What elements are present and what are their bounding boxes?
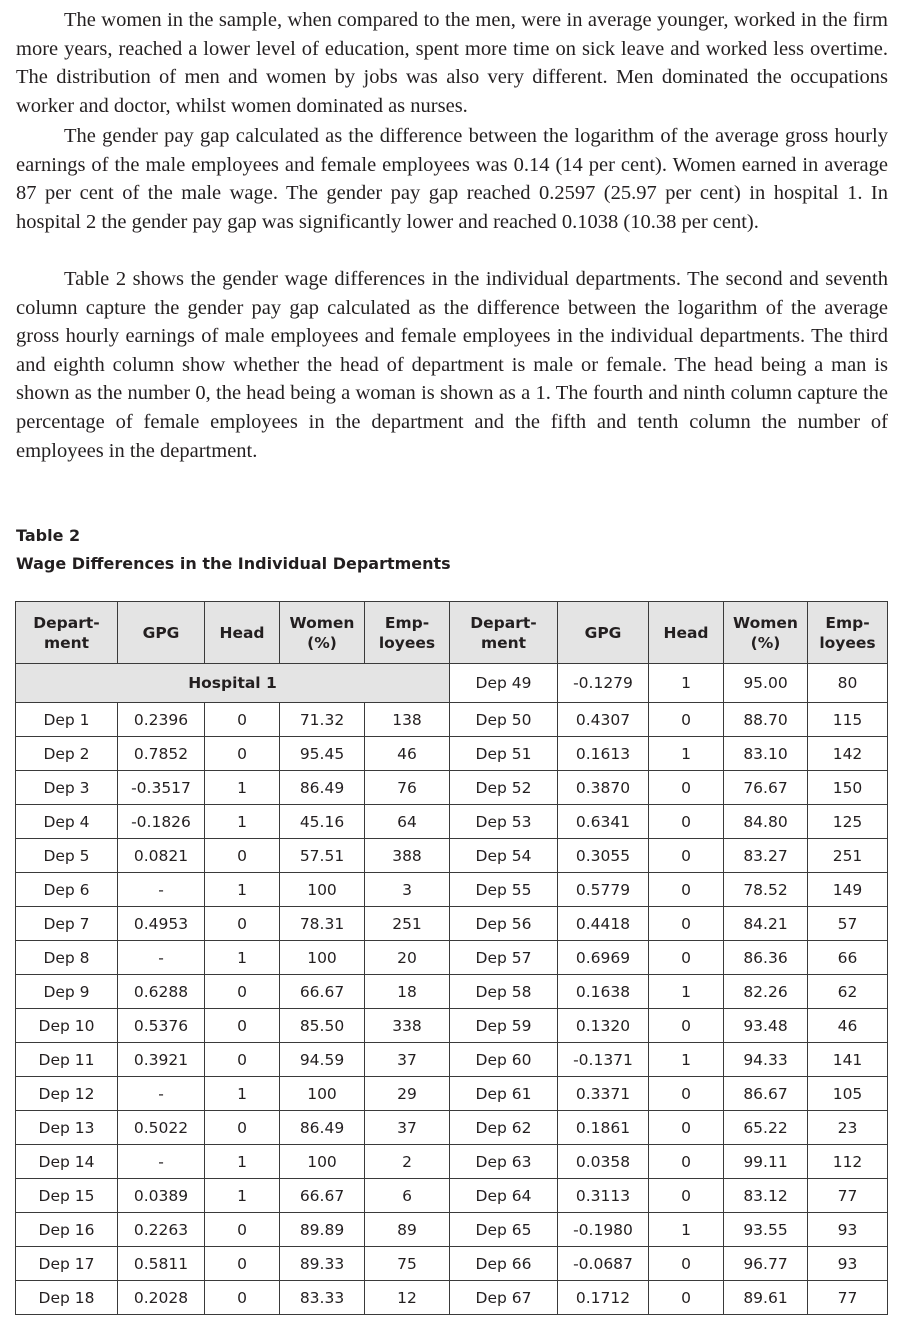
table-cell: 0.4418 (558, 907, 649, 941)
table-cell: 77 (808, 1281, 888, 1315)
table-cell: Dep 52 (450, 771, 558, 805)
table-cell: Dep 1 (16, 703, 118, 737)
table-header-row (16, 602, 888, 664)
column-header (16, 602, 118, 664)
paragraph-sample-comparison: The women in the sample, when compared to the men, were in average younger, worked in the firm more years, reached a lower level of education, spent more time on sick leave and worked less overtime. The distribution of men and women by jobs was also very different. Men dominated the occupations worker and doctor, whilst women dominated as nurses. (16, 9, 888, 117)
table-cell: 0.5779 (558, 873, 649, 907)
table-cell: 29 (365, 1077, 450, 1111)
table-cell: -0.1371 (558, 1043, 649, 1077)
table-cell: 2 (365, 1145, 450, 1179)
table-cell: 141 (808, 1043, 888, 1077)
table-cell: 45.16 (280, 805, 365, 839)
table-cell: 0.1638 (558, 975, 649, 1009)
column-header-line: Head (663, 623, 709, 642)
table-cell: Dep 16 (16, 1213, 118, 1247)
table-cell: 1 (205, 771, 280, 805)
table-cell: 0 (205, 703, 280, 737)
table-cell: 251 (808, 839, 888, 873)
table-cell: Dep 61 (450, 1077, 558, 1111)
table-cell: Dep 50 (450, 703, 558, 737)
table-cell: 1 (649, 1043, 724, 1077)
column-header-line: (%) (750, 633, 781, 652)
table-cell: 78.52 (724, 873, 808, 907)
table-cell: 46 (808, 1009, 888, 1043)
table-row (16, 839, 888, 873)
table-cell: 86.49 (280, 1111, 365, 1145)
table-cell: 1 (205, 941, 280, 975)
column-header-line: Depart- (33, 613, 100, 632)
table-cell: 0.6288 (118, 975, 205, 1009)
table-cell: 57.51 (280, 839, 365, 873)
table-cell: 0.3371 (558, 1077, 649, 1111)
table-cell: 0.1861 (558, 1111, 649, 1145)
table-row (16, 1077, 888, 1111)
table-cell: 0.0358 (558, 1145, 649, 1179)
table-cell: 84.21 (724, 907, 808, 941)
table-cell: 0 (649, 1247, 724, 1281)
table-cell: 149 (808, 873, 888, 907)
table-cell: Dep 62 (450, 1111, 558, 1145)
table-cell: 105 (808, 1077, 888, 1111)
table-cell: 125 (808, 805, 888, 839)
table-cell: 0.4953 (118, 907, 205, 941)
table-cell: 18 (365, 975, 450, 1009)
table-cell: Dep 18 (16, 1281, 118, 1315)
table-cell: 115 (808, 703, 888, 737)
table-cell: 100 (280, 1077, 365, 1111)
table-row (16, 941, 888, 975)
table-cell: 0.5811 (118, 1247, 205, 1281)
column-header-line: Emp- (384, 613, 430, 632)
table-cell: 0.1712 (558, 1281, 649, 1315)
table-cell: 0.6341 (558, 805, 649, 839)
column-header-line: ment (480, 633, 527, 652)
table-row (16, 737, 888, 771)
table-cell: 0 (205, 1213, 280, 1247)
wage-differences-table (15, 601, 888, 1315)
table-cell: 1 (205, 1145, 280, 1179)
table-row (16, 1213, 888, 1247)
table-cell: 0 (205, 1043, 280, 1077)
column-header (280, 602, 365, 664)
table-cell: 251 (365, 907, 450, 941)
table-cell: 89.61 (724, 1281, 808, 1315)
table-cell: Dep 17 (16, 1247, 118, 1281)
table-cell: 93.55 (724, 1213, 808, 1247)
table-cell: 0.2396 (118, 703, 205, 737)
table-cell: 0.7852 (118, 737, 205, 771)
table-cell: -0.1980 (558, 1213, 649, 1247)
table-cell: 0 (649, 1111, 724, 1145)
table-cell: 83.27 (724, 839, 808, 873)
table-cell: -0.0687 (558, 1247, 649, 1281)
table-cell: 85.50 (280, 1009, 365, 1043)
column-header-line: Emp- (825, 613, 870, 632)
table-cell: Dep 4 (16, 805, 118, 839)
table-cell: 0 (205, 1281, 280, 1315)
table-cell: 89.89 (280, 1213, 365, 1247)
table-cell: 62 (808, 975, 888, 1009)
table-cell: 93.48 (724, 1009, 808, 1043)
table-cell: 95.00 (724, 664, 808, 703)
table-cell: - (118, 1077, 205, 1111)
paragraph-gender-pay-gap: The gender pay gap calculated as the difference between the logarithm of the average gross hourly earnings of the male employees and female employees was 0.14 (14 per cent). Women earned in average 87 per cent of the male wage. The gender pay gap reached 0.2597 (25.97 per cent) in hospital 1. In hospital 2 the gender pay gap was significantly lower and reached 0.1038 (10.38 per cent). (16, 125, 888, 233)
table-cell: 71.32 (280, 703, 365, 737)
table-cell: 0 (205, 839, 280, 873)
table-cell: 1 (649, 664, 724, 703)
table-cell: Dep 9 (16, 975, 118, 1009)
table-cell: 89.33 (280, 1247, 365, 1281)
table-cell: 83.10 (724, 737, 808, 771)
table-cell: Dep 59 (450, 1009, 558, 1043)
table-cell: 100 (280, 1145, 365, 1179)
table-cell: 0.3113 (558, 1179, 649, 1213)
table-cell: 6 (365, 1179, 450, 1213)
table-cell: 99.11 (724, 1145, 808, 1179)
table-row (16, 1145, 888, 1179)
table-cell: 338 (365, 1009, 450, 1043)
table-cell: 0 (205, 737, 280, 771)
table-cell: 1 (205, 1077, 280, 1111)
table-cell: 0.4307 (558, 703, 649, 737)
column-header (649, 602, 724, 664)
column-header (118, 602, 205, 664)
table-cell: Dep 57 (450, 941, 558, 975)
table-cell: 89 (365, 1213, 450, 1247)
table-row (16, 873, 888, 907)
table-cell: 0.3055 (558, 839, 649, 873)
table-cell: 93 (808, 1247, 888, 1281)
table-row (16, 1043, 888, 1077)
table-cell: Dep 3 (16, 771, 118, 805)
table-cell: 0 (205, 975, 280, 1009)
table-row (16, 703, 888, 737)
table-cell: Dep 53 (450, 805, 558, 839)
table-cell: 0 (649, 805, 724, 839)
table-cell: 0.2028 (118, 1281, 205, 1315)
table-cell: 150 (808, 771, 888, 805)
table-cell: 0 (649, 1009, 724, 1043)
table-cell: 75 (365, 1247, 450, 1281)
column-header-line: loyees (819, 633, 876, 652)
table-cell: 23 (808, 1111, 888, 1145)
group-label-hospital-1: Hospital 1 (16, 664, 450, 703)
table-cell: 82.26 (724, 975, 808, 1009)
table-cell: 66.67 (280, 1179, 365, 1213)
table-cell: 142 (808, 737, 888, 771)
table-row (16, 1009, 888, 1043)
table-cell: 1 (205, 873, 280, 907)
table-cell: Dep 66 (450, 1247, 558, 1281)
table-title: Wage Differences in the Individual Departments (16, 554, 451, 573)
table-cell: 1 (205, 1179, 280, 1213)
table-row (16, 1179, 888, 1213)
table-cell: Dep 54 (450, 839, 558, 873)
table-cell: 88.70 (724, 703, 808, 737)
table-cell: 76.67 (724, 771, 808, 805)
table-cell: 0 (649, 1077, 724, 1111)
table-cell: 0.1613 (558, 737, 649, 771)
table-cell: 3 (365, 873, 450, 907)
table-number: Table 2 (16, 526, 81, 545)
table-cell: 20 (365, 941, 450, 975)
table-cell: Dep 63 (450, 1145, 558, 1179)
table-cell: 100 (280, 873, 365, 907)
table-cell: 86.67 (724, 1077, 808, 1111)
table-body (16, 664, 888, 1315)
table-cell: 76 (365, 771, 450, 805)
table-cell: 0.5022 (118, 1111, 205, 1145)
table-cell: 0 (649, 771, 724, 805)
table-cell: Dep 7 (16, 907, 118, 941)
table-cell: 0 (649, 839, 724, 873)
table-cell: 0 (649, 1281, 724, 1315)
table-cell: 66 (808, 941, 888, 975)
column-header-line: Depart- (470, 613, 537, 632)
table-cell: 64 (365, 805, 450, 839)
table-row (16, 975, 888, 1009)
table-cell: 78.31 (280, 907, 365, 941)
table-row (16, 1247, 888, 1281)
table-cell: 12 (365, 1281, 450, 1315)
table-cell: 112 (808, 1145, 888, 1179)
table-cell: 388 (365, 839, 450, 873)
column-header (450, 602, 558, 664)
table-cell: 0 (649, 1145, 724, 1179)
table-cell: -0.1826 (118, 805, 205, 839)
column-header-line: Women (733, 613, 798, 632)
column-header (365, 602, 450, 664)
table-cell: 0.0821 (118, 839, 205, 873)
table-cell: - (118, 941, 205, 975)
table-cell: 0 (649, 873, 724, 907)
column-header-line: Head (219, 623, 265, 642)
table-cell: 0 (205, 1247, 280, 1281)
table-cell: Dep 5 (16, 839, 118, 873)
table-cell: 0.3921 (118, 1043, 205, 1077)
table-cell: 100 (280, 941, 365, 975)
table-cell: 94.33 (724, 1043, 808, 1077)
table-cell: 0.3870 (558, 771, 649, 805)
table-cell: 1 (649, 975, 724, 1009)
table-cell: 77 (808, 1179, 888, 1213)
table-cell: 0.1320 (558, 1009, 649, 1043)
table-cell: Dep 55 (450, 873, 558, 907)
table-cell: Dep 8 (16, 941, 118, 975)
table-cell: 0 (649, 941, 724, 975)
column-header (205, 602, 280, 664)
table-cell: Dep 15 (16, 1179, 118, 1213)
table-cell: 96.77 (724, 1247, 808, 1281)
table-cell: - (118, 873, 205, 907)
column-header (558, 602, 649, 664)
table-cell: Dep 56 (450, 907, 558, 941)
paragraph-table-description: Table 2 shows the gender wage differences in the individual departments. The second and seventh column capture the gender pay gap calculated as the difference between the logarithm of the average gross hourly earnings of male employees and female employees in the individual departments. The third and eighth column show whether the head of department is male or female. The head being a man is shown as the number 0, the head being a woman is shown as a 1. The fourth and ninth column capture the percentage of female employees in the department and the fifth and tenth column the number of employees in the department. (16, 268, 888, 462)
table-cell: Dep 13 (16, 1111, 118, 1145)
table-cell: Dep 14 (16, 1145, 118, 1179)
column-header-line: Women (289, 613, 355, 632)
table-row (16, 1111, 888, 1145)
table-cell: -0.1279 (558, 664, 649, 703)
table-cell: 95.45 (280, 737, 365, 771)
table-cell: 46 (365, 737, 450, 771)
column-header (724, 602, 808, 664)
table-cell: 94.59 (280, 1043, 365, 1077)
table-cell: 0.5376 (118, 1009, 205, 1043)
table-cell: 65.22 (724, 1111, 808, 1145)
column-header-line: GPG (584, 623, 622, 642)
table-cell: Dep 67 (450, 1281, 558, 1315)
table-cell: Dep 60 (450, 1043, 558, 1077)
table-cell: - (118, 1145, 205, 1179)
table-cell: 0 (205, 1009, 280, 1043)
column-header-line: GPG (142, 623, 180, 642)
table-cell: Dep 64 (450, 1179, 558, 1213)
table-cell: 83.12 (724, 1179, 808, 1213)
table-cell: 86.49 (280, 771, 365, 805)
table-cell: Dep 65 (450, 1213, 558, 1247)
table-row (16, 771, 888, 805)
table-cell: Dep 10 (16, 1009, 118, 1043)
table-cell: 0.0389 (118, 1179, 205, 1213)
table-cell: -0.3517 (118, 771, 205, 805)
table-cell: 86.36 (724, 941, 808, 975)
table-row (16, 1281, 888, 1315)
table-cell: 0 (649, 703, 724, 737)
table-cell: Dep 51 (450, 737, 558, 771)
table-cell: 0 (649, 907, 724, 941)
table-cell: 93 (808, 1213, 888, 1247)
table-cell: 57 (808, 907, 888, 941)
table-cell: 0 (205, 907, 280, 941)
table-cell: 80 (808, 664, 888, 703)
table-cell: Dep 2 (16, 737, 118, 771)
table-cell: 66.67 (280, 975, 365, 1009)
table-cell: 1 (205, 805, 280, 839)
table-cell: Dep 12 (16, 1077, 118, 1111)
table-cell: 84.80 (724, 805, 808, 839)
table-cell: 37 (365, 1043, 450, 1077)
column-header-line: (%) (307, 633, 337, 652)
column-header (808, 602, 888, 664)
table-cell: 83.33 (280, 1281, 365, 1315)
table-cell: 0.6969 (558, 941, 649, 975)
table-cell: 1 (649, 1213, 724, 1247)
table-cell: 37 (365, 1111, 450, 1145)
table-row (16, 805, 888, 839)
table-cell: Dep 11 (16, 1043, 118, 1077)
table-cell: 0 (649, 1179, 724, 1213)
column-header-line: ment (43, 633, 90, 652)
table-cell: 0.2263 (118, 1213, 205, 1247)
table-row (16, 664, 888, 703)
table-cell: 1 (649, 737, 724, 771)
table-cell: 0 (205, 1111, 280, 1145)
table-row (16, 907, 888, 941)
column-header-line: loyees (378, 633, 436, 652)
table-cell: Dep 49 (450, 664, 558, 703)
table-cell: Dep 58 (450, 975, 558, 1009)
table-cell: Dep 6 (16, 873, 118, 907)
table-cell: 138 (365, 703, 450, 737)
